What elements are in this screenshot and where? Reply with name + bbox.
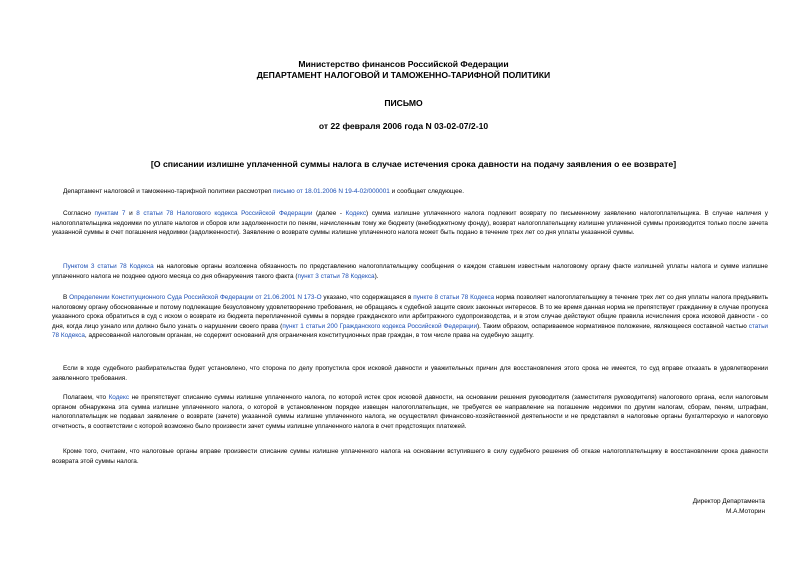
link-point-8-article-78[interactable]: пункте 8 статьи 78 Кодекса (413, 294, 495, 301)
paragraph-intro: Департамент налоговой и таможенно-тарифной политики рассмотрел письмо от 18.01.2006 N 19-4-02/000001 и сообщает следующее. (63, 188, 464, 195)
document-subject: [О списании излишне уплаченной суммы налога в случае истечения срока давности на подачу заявления о ее возврате] (150, 159, 677, 169)
paragraph-write-off-opinion: Полагаем, что Кодекс не препятствует списанию суммы излишне уплаченного налога, по которой истек срок исковой давности, на основании решения руководителя (заместителя руководителя) налогового органа, если налоговым органом обнаружена эта сумма излишне уплаченного налога, о которой в установленном порядке извещен налогоплательщик, не требуется ее направление на погашение недоимки по другим налогам, сборам, пеням, штрафам, налогоплательщик не подавал заявление о возврате (зачете) указанной суммы излишне уплаченного налога, не осуществлял финансово-хозяйственной деятельности и не представлял в налоговые органы бухгалтерскую и налоговую отчетность, в соответствии с которой возможно было произвести зачет суммы излишне уплаченного налога в счет предстоящих платежей. (52, 394, 768, 430)
signature-name: М.А.Моторин (725, 508, 765, 515)
link-points-7[interactable]: пунктам 7 (94, 210, 126, 217)
paragraph-refund-rules: Согласно пунктам 7 и 8 статьи 78 Налогового кодекса Российской Федерации (далее - Кодекс) сумма излишне уплаченного налога подлежит возврату по письменному заявлению налогоплательщика. В случае наличия у налогоплательщика недоимки по уплате налогов и сборов или задолженности по пеням, начисленным тому же бюджету (внебюджетному фонду), возврат налогоплательщику излишне уплаченной суммы производится только после зачета указанной суммы в счет погашения недоимки (задолженности). Заявление о возврате суммы излишне уплаченного налога может быть подано в течение трех лет со дня уплаты указанной суммы. (52, 210, 768, 237)
document-date: от 22 февраля 2006 года N 03-02-07/2-10 (318, 121, 489, 131)
link-article-200-civil-code[interactable]: пункт 1 статьи 200 Гражданского кодекса Российской Федерации (282, 322, 478, 330)
paragraph-constitutional-court: В Определении Конституционного Суда Российской Федерации от 21.06.2001 N 173-О указано, что содержащаяся в пункте 8 статьи 78 Кодекса норма позволяет налогоплательщику в течение трех лет со дня уплаты налога предъявить налоговому органу обоснованные и потому подлежащие безусловному удовлетворению требования, не обращаясь к судебной защите своих законных интересов. В то же время данная норма не препятствует гражданину в случае пропуска указанного срока обратиться в суд с иском о возврате из бюджета переплаченной суммы в порядке гражданского или арбитражного судопроизводства, и в этом случае действуют общие правила исчисления срока исковой давности - со дня, когда лицо узнало или должно было узнать о нарушении своего права (пункт 1 статьи 200 Гражданского кодекса Российской Федерации). Таким образом, оспариваемое нормативное положение, являющееся составной частью статьи 78 Кодекса, адресованной налоговым органам, не содержит оснований для ограничения конституционных прав граждан, в том числе права на судебную защиту. (52, 294, 768, 340)
paragraph-limitation-period: Если в ходе судебного разбирательства будет установлено, что сторона по делу пропустила срок исковой давности и уважительных причин для восстановления этого срока не имеется, то суд вправе отказать в удовлетворении заявленного требования. (52, 365, 768, 382)
link-constitutional-court-ruling[interactable]: Определении Конституционного Суда Российской Федерации от 21.06.2001 N 173-О (69, 294, 322, 301)
signature-position: Директор Департамента (692, 498, 765, 505)
paragraph-notification-duty: Пунктом 3 статьи 78 Кодекса на налоговые органы возложена обязанность по представлению налогоплательщику сообщения о каждом ставшем известным налоговому органу факте излишней уплаты налога и сумме излишне уплаченного налога не позднее одного месяца со дня обнаружения такого факта (пункт 3 статьи 78 Кодекса). (52, 263, 768, 280)
document-type: ПИСЬМО (384, 98, 423, 108)
link-point-3-article-78-ref[interactable]: пункт 3 статьи 78 Кодекса (297, 272, 375, 280)
link-point-3-article-78[interactable]: Пунктом 3 статьи 78 Кодекса (63, 263, 154, 270)
paragraph-court-decision: Кроме того, считаем, что налоговые органы вправе произвести списание суммы излишне уплаченного налога на основании вступившего в силу судебного решения об отказе налогоплательщику в восстановлении срока давности возврата этой суммы налога. (52, 448, 768, 465)
link-article-78-code[interactable]: статьи 78 Кодекса (52, 322, 768, 340)
link-code[interactable]: Кодекс (345, 210, 367, 217)
link-letter-18-01-2006[interactable]: письмо от 18.01.2006 N 19-4-02/000001 (273, 188, 390, 195)
link-code-2[interactable]: Кодекс (108, 394, 130, 401)
department-name: ДЕПАРТАМЕНТ НАЛОГОВОЙ И ТАМОЖЕННО-ТАРИФНОЙ ПОЛИТИКИ (256, 70, 551, 80)
ministry-name: Министерство финансов Российской Федерации (298, 59, 509, 69)
link-article-78-tax-code[interactable]: 8 статьи 78 Налогового кодекса Российской Федерации (136, 210, 313, 217)
